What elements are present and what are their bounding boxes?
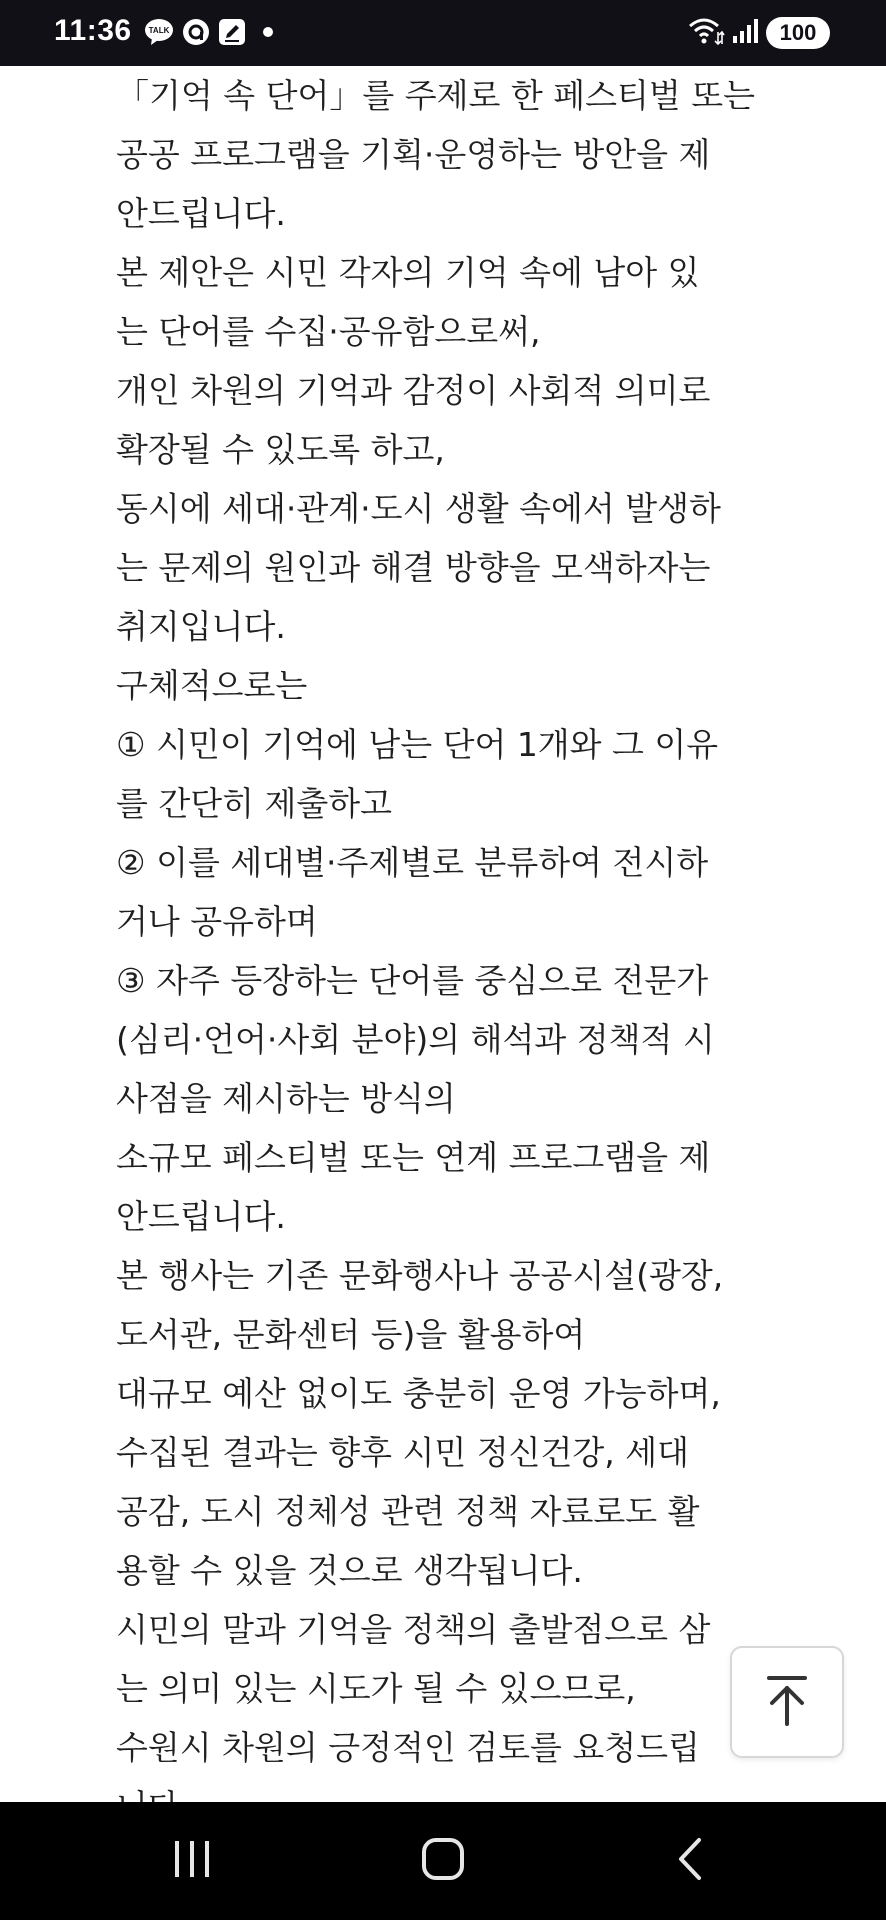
article-line: 안드립니다. [116,1197,286,1236]
home-button[interactable] [383,1802,503,1920]
article-line: 도서관, 문화센터 등)을 활용하여 [116,1315,586,1354]
article-line: 용할 수 있을 것으로 생각됩니다. [116,1551,583,1590]
article-line: 거나 공유하며 [116,902,318,941]
battery-indicator: 100 [766,17,830,49]
content-area[interactable] [0,66,886,1802]
article-line: 는 의미 있는 시도가 될 수 있으므로, [116,1669,636,1708]
article-line: 공공 프로그램을 기획·운영하는 방안을 제 [116,135,711,174]
article-line: 는 단어를 수집·공유함으로써, [116,312,541,351]
recent-apps-button[interactable] [132,1802,252,1920]
back-icon [675,1837,705,1885]
article-line: 를 간단히 제출하고 [116,784,393,823]
article-body [116,66,766,1836]
article-line: 시민의 말과 기억을 정책의 출발점으로 삼 [116,1610,711,1649]
article-line: ② 이를 세대별·주제별로 분류하여 전시하 [116,843,709,882]
status-bar [0,0,886,66]
article-line: 안드립니다. [116,194,286,233]
article-line: 대규모 예산 없이도 충분히 운영 가능하며, [116,1374,721,1413]
kakaotalk-icon [144,18,174,50]
article-line: 동시에 세대·관계·도시 생활 속에서 발생하 [116,489,721,528]
back-button[interactable] [630,1802,750,1920]
article-line: 본 제안은 시민 각자의 기억 속에 남아 있 [116,253,700,292]
scroll-to-top-button[interactable] [730,1646,844,1758]
article-line: 수집된 결과는 향후 시민 정신건강, 세대 [116,1433,689,1472]
arrow-up-to-top-icon [763,1672,811,1732]
wifi-icon [688,16,724,50]
article-line: 는 문제의 원인과 해결 방향을 모색하자는 [116,548,711,587]
recent-apps-icon [170,1839,214,1883]
article-line: 확장될 수 있도록 하고, [116,430,445,469]
article-line: ③ 자주 등장하는 단어를 중심으로 전문가 [116,961,709,1000]
status-right [688,16,830,50]
note-icon [218,18,246,50]
article-line: (심리·언어·사회 분야)의 해석과 정책적 시 [116,1020,715,1059]
kakaotalk-badge-text: TALK [148,26,170,35]
status-time: 11:36 [54,14,132,47]
article-line: 소규모 페스티벌 또는 연계 프로그램을 제 [116,1138,711,1177]
article-line: 취지입니다. [116,607,286,646]
article-line: 개인 차원의 기억과 감정이 사회적 의미로 [116,371,711,410]
navigation-bar [0,1802,886,1920]
article-line: 사점을 제시하는 방식의 [116,1079,456,1118]
home-icon [421,1837,465,1885]
dot-icon [254,18,276,50]
article-line: 수원시 차원의 긍정적인 검토를 요청드립 [116,1728,700,1767]
article-line: 본 행사는 기존 문화행사나 공공시설(광장, [116,1256,724,1295]
article-line: 공감, 도시 정체성 관련 정책 자료로도 활 [116,1492,700,1531]
article-line: 구체적으로는 [116,666,308,705]
app-icon [182,18,210,50]
notification-icons [144,18,276,50]
signal-icon [732,18,758,48]
article-line: ① 시민이 기억에 남는 단어 1개와 그 이유 [116,725,719,764]
article-line: 「기억 속 단어」를 주제로 한 페스티벌 또는 [116,76,755,115]
